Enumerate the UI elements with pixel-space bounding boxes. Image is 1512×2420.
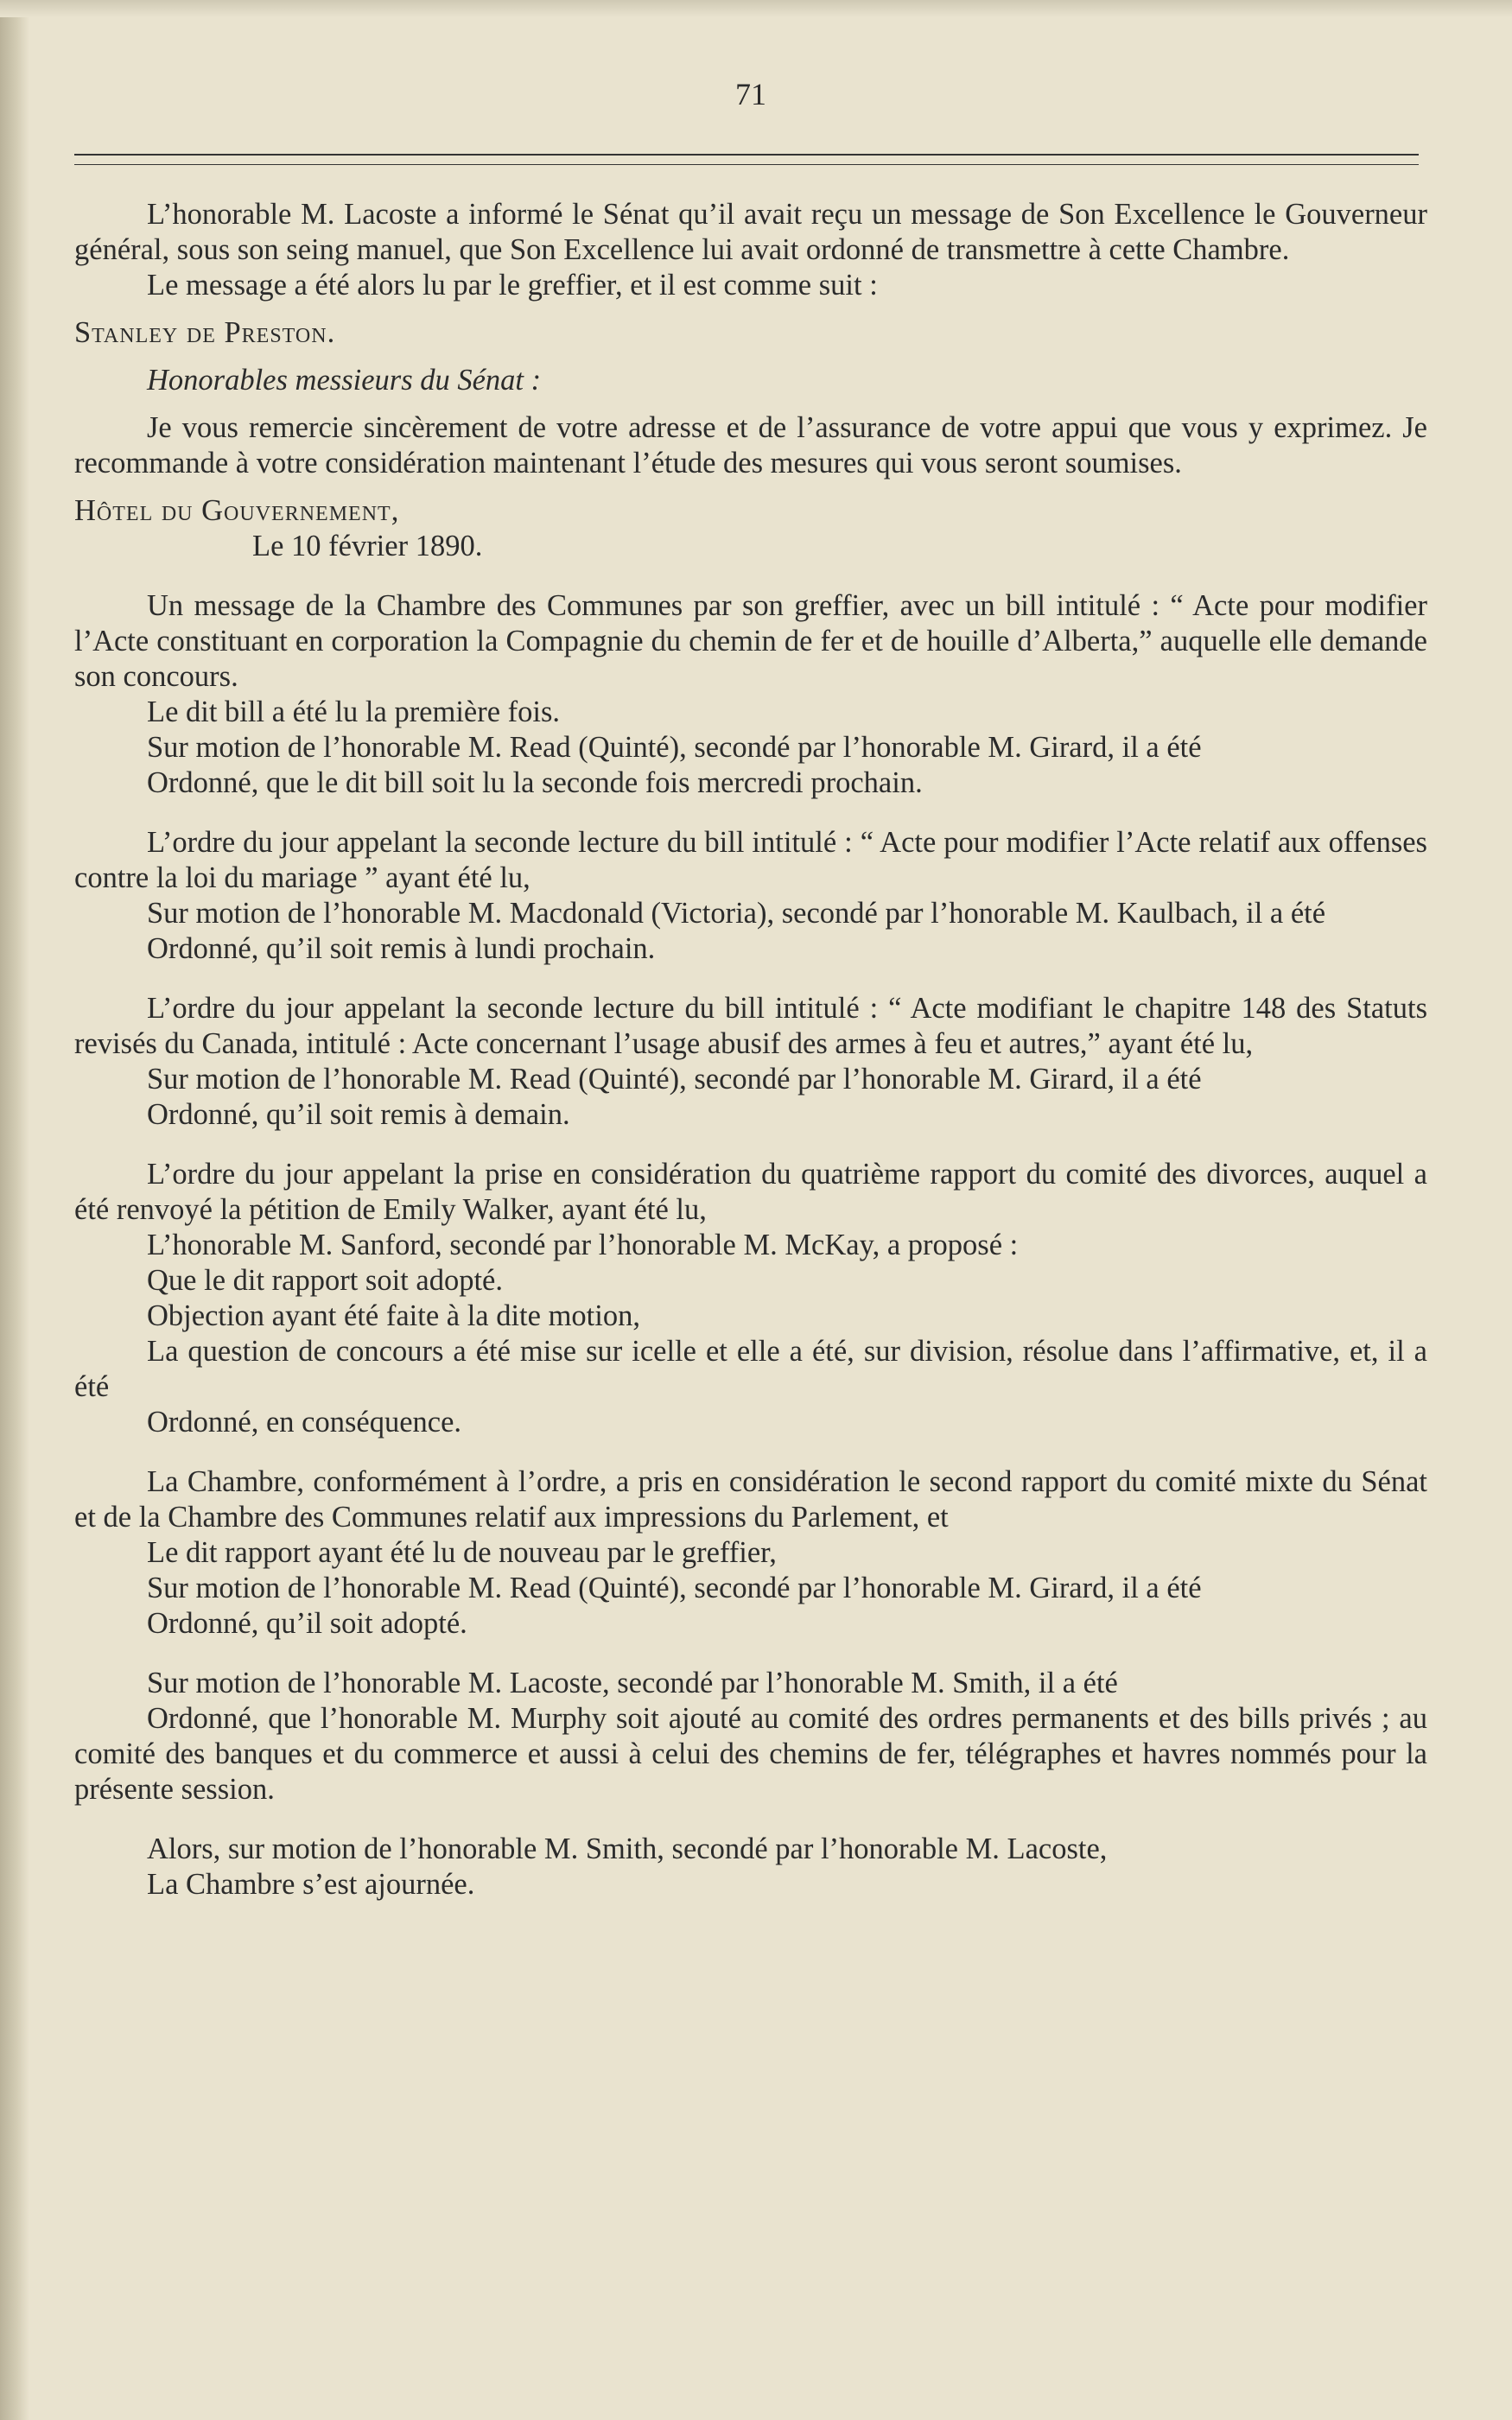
paragraph: Ordonné, que l’honorable M. Murphy soit ajouté au comité des ordres permanents et des bills privés ; au comité des banques et du commerce et aussi à celui des chemins de fer, télégraphes et havres nommés pour la présente session.	[74, 1702, 1427, 1806]
paragraph: Objection ayant été faite à la dite motion,	[147, 1299, 640, 1332]
paragraph: Sur motion de l’honorable M. Read (Quinté), secondé par l’honorable M. Girard, il a été	[147, 1063, 1202, 1096]
paragraph: La question de concours a été mise sur icelle et elle a été, sur division, résolue dans l’affirmative, et, il a été	[74, 1335, 1427, 1403]
paragraph: Alors, sur motion de l’honorable M. Smith, secondé par l’honorable M. Lacoste,	[147, 1832, 1108, 1865]
paragraph: Sur motion de l’honorable M. Read (Quinté), secondé par l’honorable M. Girard, il a été	[147, 731, 1202, 764]
paragraph: Ordonné, qu’il soit adopté.	[147, 1607, 467, 1640]
paragraph: L’ordre du jour appelant la prise en considération du quatrième rapport du comité des divorces, auquel a été renvoyé la pétition de Emily Walker, ayant été lu,	[74, 1158, 1427, 1226]
header-rule-thin	[74, 164, 1419, 165]
paragraph: Sur motion de l’honorable M. Read (Quinté), secondé par l’honorable M. Girard, il a été	[147, 1572, 1202, 1604]
salutation: Honorables messieurs du Sénat :	[147, 364, 542, 397]
paragraph: L’ordre du jour appelant la seconde lecture du bill intitulé : “ Acte modifiant le chapitre 148 des Statuts revisés du Canada, intitulé : Acte concernant l’usage abusif des armes à feu et autres,” ayant été lu,	[74, 992, 1427, 1060]
place-line: Hôtel du Gouvernement,	[74, 494, 400, 527]
header-rule	[74, 154, 1419, 156]
paragraph: Sur motion de l’honorable M. Lacoste, secondé par l’honorable M. Smith, il a été	[147, 1667, 1118, 1699]
paragraph: L’honorable M. Lacoste a informé le Sénat qu’il avait reçu un message de Son Excellence le Gouverneur général, sous son seing manuel, que Son Excellence lui avait ordonné de transmettre à cette Chambre.	[74, 198, 1427, 266]
page-top-edge	[0, 0, 1512, 17]
paragraph: Ordonné, que le dit bill soit lu la seconde fois mercredi prochain.	[147, 766, 923, 799]
paragraph: Le dit bill a été lu la première fois.	[147, 696, 561, 728]
paragraph: Que le dit rapport soit adopté.	[147, 1264, 503, 1297]
page-body	[74, 197, 1427, 1902]
paragraph: Sur motion de l’honorable M. Macdonald (Victoria), secondé par l’honorable M. Kaulbach, il a été	[147, 897, 1326, 930]
date-line: Le 10 février 1890.	[252, 530, 483, 562]
paragraph: Ordonné, qu’il soit remis à lundi prochain.	[147, 932, 656, 965]
page-number: 71	[735, 77, 766, 111]
page-binding-shadow	[0, 0, 29, 2420]
paragraph: Le dit rapport ayant été lu de nouveau par le greffier,	[147, 1536, 777, 1569]
paragraph: Un message de la Chambre des Communes par son greffier, avec un bill intitulé : “ Acte pour modifier l’Acte constituant en corporation la Compagnie du chemin de fer et de houille d’Alberta,” auquelle elle demande son concours.	[74, 589, 1427, 693]
paragraph: L’honorable M. Sanford, secondé par l’honorable M. McKay, a proposé :	[147, 1229, 1019, 1261]
paragraph: Ordonné, qu’il soit remis à demain.	[147, 1098, 570, 1131]
paragraph: Je vous remercie sincèrement de votre adresse et de l’assurance de votre appui que vous y exprimez. Je recommande à votre considération maintenant l’étude des mesures qui vous seront soumises.	[74, 411, 1427, 480]
paragraph: Le message a été alors lu par le greffier, et il est comme suit :	[147, 269, 878, 302]
paragraph: La Chambre s’est ajournée.	[147, 1868, 475, 1901]
paragraph: Ordonné, en conséquence.	[147, 1406, 462, 1439]
paragraph: L’ordre du jour appelant la seconde lecture du bill intitulé : “ Acte pour modifier l’Acte relatif aux offenses contre la loi du mariage ” ayant été lu,	[74, 826, 1427, 894]
signature-line: Stanley de Preston.	[74, 316, 336, 349]
paragraph: La Chambre, conformément à l’ordre, a pris en considération le second rapport du comité mixte du Sénat et de la Chambre des Communes relatif aux impressions du Parlement, et	[74, 1465, 1427, 1534]
